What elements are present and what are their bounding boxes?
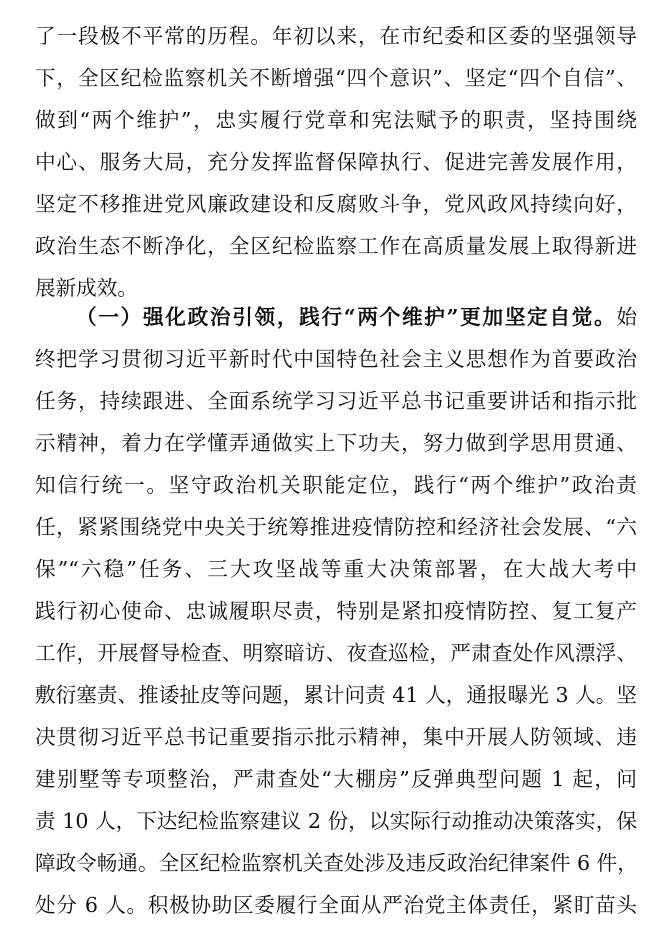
paragraph-line: 处分 6 人。积极协助区委履行全面从严治党主体责任，紧盯苗头	[35, 893, 637, 917]
paragraph-line: 政治生态不断净化，全区纪检监察工作在高质量发展上取得新进	[35, 234, 637, 258]
paragraph-line: 坚定不移推进党风廉政建设和反腐败斗争，党风政风持续向好，	[35, 192, 637, 216]
paragraph-line: 展新成效。	[35, 276, 138, 300]
paragraph-line: 工作，开展督导检查、明察暗访、夜查巡检，严肃查处作风漂浮、	[35, 641, 637, 665]
paragraph-line: 知信行统一。坚守政治机关职能定位，践行“两个维护”政治责	[35, 473, 637, 497]
paragraph-line: 建别墅等专项整治，严肃查处“大棚房”反弹典型问题 1 起，问	[35, 767, 637, 791]
paragraph-line: 中心、服务大局，充分发挥监督保障执行、促进完善发展作用，	[35, 150, 637, 174]
paragraph-line: 了一段极不平常的历程。年初以来，在市纪委和区委的坚强领导	[35, 24, 637, 48]
paragraph-line: 下，全区纪检监察机关不断增强“四个意识”、坚定“四个自信”、	[35, 66, 637, 90]
paragraph-line: 任务，持续跟进、全面系统学习习近平总书记重要讲话和指示批	[35, 389, 637, 413]
paragraph-line: 终把学习贯彻习近平新时代中国特色社会主义思想作为首要政治	[35, 347, 637, 371]
paragraph-line: 示精神，着力在学懂弄通做实上下功夫，努力做到学思用贯通、	[35, 431, 637, 455]
paragraph-line: 决贯彻习近平总书记重要指示批示精神，集中开展人防领域、违	[35, 725, 637, 749]
paragraph-line: 践行初心使命、忠诚履职尽责，特别是紧扣疫情防控、复工复产	[35, 599, 637, 623]
paragraph-line: 障政令畅通。全区纪检监察机关查处涉及违反政治纪律案件 6 件，	[35, 851, 638, 875]
paragraph-line: 保”“六稳”任务、三大攻坚战等重大决策部署，在大战大考中	[35, 557, 637, 581]
section-first-line-tail: 始	[616, 305, 637, 329]
paragraph-line: 任，紧紧围绕党中央关于统筹推进疫情防控和经济社会发展、“六	[35, 515, 637, 539]
section-heading: （一）强化政治引领，践行“两个维护”更加坚定自觉。	[76, 305, 617, 329]
paragraph-line: 责 10 人，下达纪检监察建议 2 份，以实际行动推动决策落实，保	[35, 809, 637, 833]
paragraph-line: 做到“两个维护”，忠实履行党章和宪法赋予的职责，坚持围绕	[35, 108, 637, 132]
paragraph-line: 敷衍塞责、推诿扯皮等问题，累计问责 41 人，通报曝光 3 人。坚	[35, 683, 637, 707]
section-heading-line	[76, 297, 637, 337]
